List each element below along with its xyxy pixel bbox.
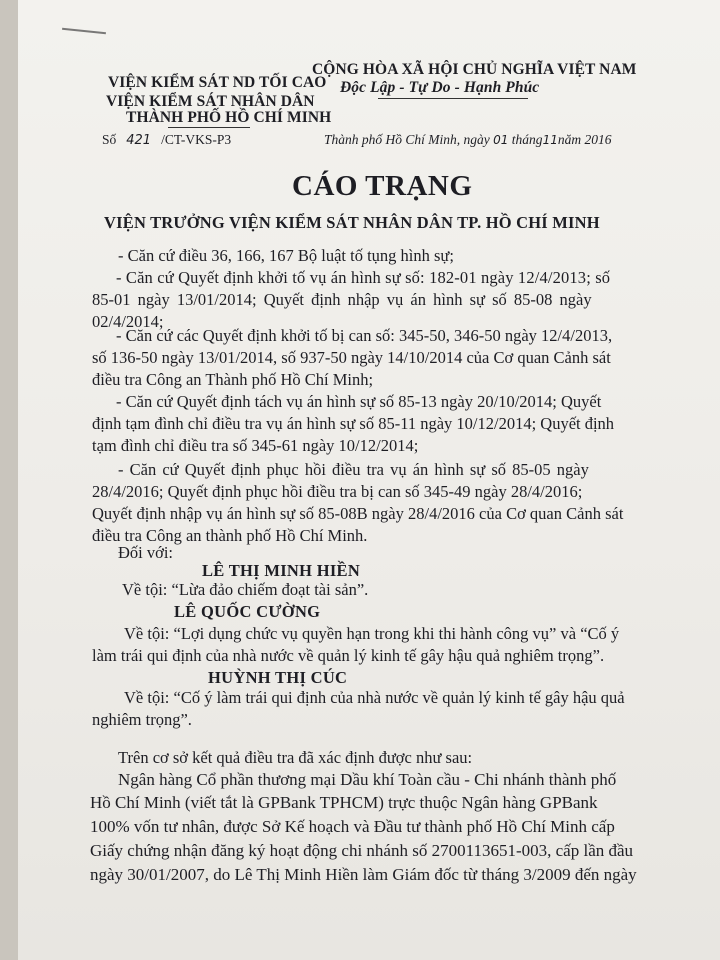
body-line: Quyết định nhập vụ án hình sự số 85-08B ngày 28/4/2016 của Cơ quan Cảnh sát (92, 504, 624, 523)
body-line: 02/4/2014; (92, 312, 164, 331)
agency-line-2: VIỆN KIỂM SÁT NHÂN DÂN (106, 93, 315, 110)
defendant-name: HUỲNH THỊ CÚC (208, 668, 348, 687)
defendant-name: LÊ THỊ MINH HIỀN (202, 561, 361, 580)
body-line: - Căn cứ điều 36, 166, 167 Bộ luật tố tụng hình sự; (118, 246, 454, 265)
defendant-charge: Về tội: “Lừa đảo chiếm đoạt tài sản”. (122, 580, 369, 599)
findings-line: Trên cơ sở kết quả điều tra đã xác định được như sau: (118, 748, 473, 767)
agency-line-1: VIỆN KIỂM SÁT ND TỐI CAO (108, 74, 327, 91)
body-line: Đối với: (118, 543, 174, 562)
place-date-prefix: Thành phố Hồ Chí Minh, ngày (324, 132, 490, 147)
date-month: 11 (542, 133, 558, 147)
defendant-name: LÊ QUỐC CƯỜNG (174, 602, 321, 621)
body-line: điều tra Công an thành phố Hồ Chí Minh. (92, 526, 368, 545)
body-line: định tạm đình chỉ điều tra vụ án hình sự số 85-11 ngày 10/12/2014; Quyết định (92, 414, 615, 433)
body-line: 28/4/2016; Quyết định phục hồi điều tra bị can số 345-49 ngày 28/4/2016; (92, 482, 583, 501)
body-line: số 136-50 ngày 13/01/2014, số 937-50 ngày 14/10/2014 của Cơ quan Cảnh sát (92, 348, 611, 367)
body-line: tạm đình chỉ điều tra số 345-61 ngày 10/12/2014; (92, 436, 419, 455)
doc-number-suffix: /CT-VKS-P3 (161, 132, 232, 147)
body-line: điều tra Công an Thành phố Hồ Chí Minh; (92, 370, 374, 389)
doc-number-value: 421 (126, 133, 152, 148)
agency-underline (168, 127, 250, 128)
defendant-charge: Về tội: “Lợi dụng chức vụ quyền hạn trong khi thi hành công vụ” và “Cố ý (124, 624, 620, 643)
findings-line: Hồ Chí Minh (viết tắt là GPBank TPHCM) trực thuộc Ngân hàng GPBank (90, 793, 598, 812)
body-line: 85-01 ngày 13/01/2014; Quyết định nhập vụ án hình sự số 85-08 ngày (92, 290, 592, 309)
country-name: CỘNG HÒA XÃ HỘI CHỦ NGHĨA VIỆT NAM (312, 61, 637, 78)
document-subtitle: VIỆN TRƯỞNG VIỆN KIỂM SÁT NHÂN DÂN TP. HỒ CHÍ MINH (104, 213, 600, 232)
date-month-label: tháng (511, 132, 543, 147)
body-line: - Căn cứ Quyết định tách vụ án hình sự số 85-13 ngày 20/10/2014; Quyết (116, 392, 602, 411)
place-and-date (324, 132, 611, 148)
findings-line: 100% vốn tư nhân, được Sở Kế hoạch và Đầu tư thành phố Hồ Chí Minh cấp (90, 817, 615, 836)
doc-number-prefix: Số (102, 132, 117, 147)
document-title: CÁO TRẠNG (292, 170, 473, 202)
defendant-charge-cont: làm trái qui định của nhà nước về quản lý kinh tế gây hậu quả nghiêm trọng”. (92, 646, 605, 665)
document-number (102, 132, 231, 148)
date-day: 01 (493, 133, 509, 147)
date-year: năm 2016 (557, 132, 612, 147)
body-line: - Căn cứ Quyết định khởi tố vụ án hình sự số: 182-01 ngày 12/4/2013; số (116, 268, 611, 287)
body-line: - Căn cứ các Quyết định khởi tố bị can số: 345-50, 346-50 ngày 12/4/2013, (116, 326, 613, 345)
defendant-charge-cont: nghiêm trọng”. (92, 710, 192, 729)
agency-line-3: THÀNH PHỐ HỒ CHÍ MINH (126, 109, 332, 126)
findings-line: Giấy chứng nhận đăng ký hoạt động chi nhánh số 2700113651-003, cấp lần đầu (90, 841, 634, 860)
findings-line: ngày 30/01/2007, do Lê Thị Minh Hiền làm Giám đốc từ tháng 3/2009 đến ngày (90, 865, 637, 884)
motto-underline (378, 98, 528, 99)
body-line: - Căn cứ Quyết định phục hồi điều tra vụ án hình sự số 85-05 ngày (118, 460, 589, 479)
page-edge-shadow (0, 0, 18, 960)
defendant-charge: Về tội: “Cố ý làm trái qui định của nhà nước về quản lý kinh tế gây hậu quả (124, 688, 625, 707)
national-motto: Độc Lập - Tự Do - Hạnh Phúc (340, 79, 540, 96)
findings-line: Ngân hàng Cổ phần thương mại Dầu khí Toàn cầu - Chi nhánh thành phố (118, 770, 617, 789)
